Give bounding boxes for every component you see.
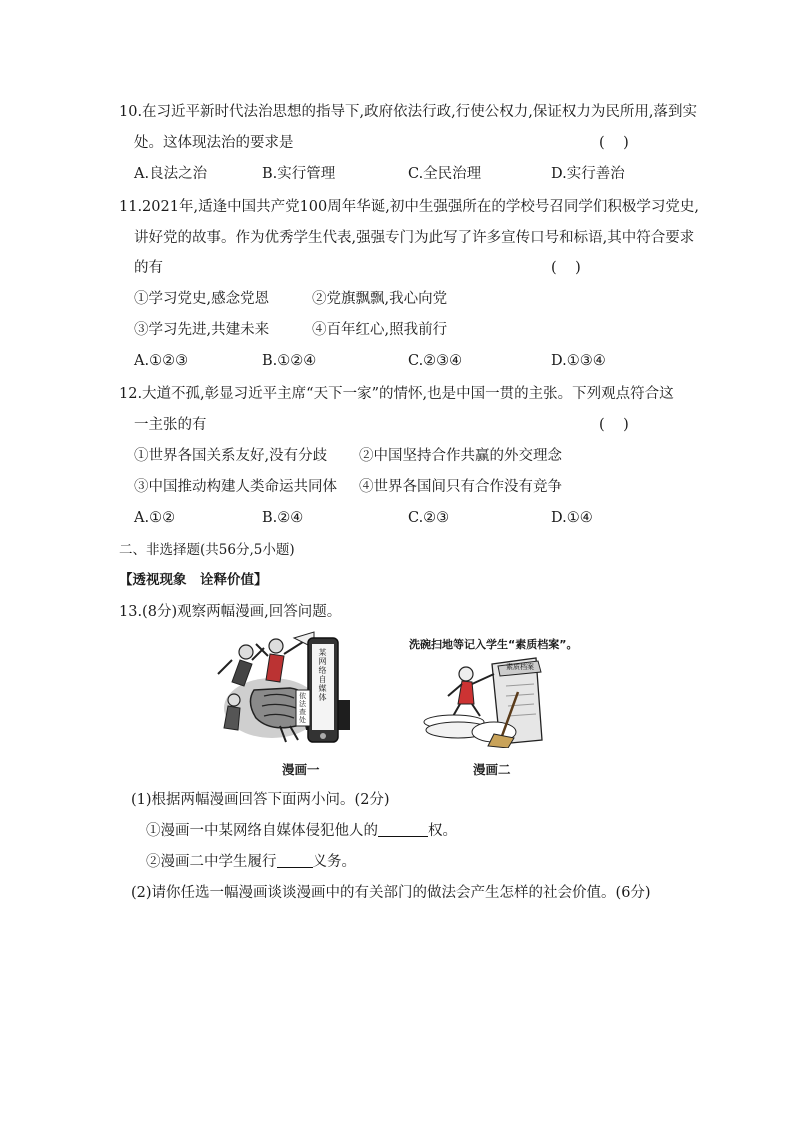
q13-sub2-answer-blank[interactable]: [277, 853, 313, 868]
comic-one-figure-head-3: [228, 694, 240, 706]
comic-one-figure-head-1: [239, 645, 253, 659]
q10-option-c: C.全民治理: [408, 166, 482, 182]
q12-statement-4: ④世界各国间只有合作没有竞争: [359, 479, 562, 495]
q13-sub2-text-before: ②漫画二中学生履行: [146, 854, 277, 870]
q11-stem-line2: 讲好党的故事。作为优秀学生代表,强强专门为此写了许多宣传口号和标语,其中符合要求: [134, 230, 695, 246]
q11-statement-3: ③学习先进,共建未来: [134, 322, 270, 338]
q12-option-d: D.①④: [551, 510, 593, 526]
q11-option-d: D.①③④: [551, 353, 606, 369]
q12-option-c: C.②③: [408, 510, 450, 526]
q13-sub1-text-before: ①漫画一中某网络自媒体侵犯他人的: [146, 823, 378, 839]
q10-stem-line1: 10.在习近平新时代法治思想的指导下,政府依法行政,行使公权力,保证权力为民所用,落到实: [119, 104, 697, 120]
q11-statement-2: ②党旗飘飘,我心向党: [312, 291, 448, 307]
q12-option-b: B.②④: [262, 510, 304, 526]
q11-statement-4: ④百年红心,照我前行: [312, 322, 448, 338]
q12-statement-2: ②中国坚持合作共赢的外交理念: [359, 448, 562, 464]
q11-stem-line3: 的有: [134, 260, 163, 276]
section-heading: 二、非选择题(共56分,5小题): [119, 542, 295, 558]
q12-stem-line1: 12.大道不孤,彰显习近平主席“天下一家”的情怀,也是中国一贯的主张。下列观点符合这: [119, 386, 674, 402]
q11-stem-line1: 11.2021年,适逢中国共产党100周年华诞,初中生强强所在的学校号召同学们积极学习党史,: [119, 199, 699, 215]
q12-stem-line2: 一主张的有: [134, 417, 207, 433]
comic-two-caption: 漫画二: [473, 762, 511, 777]
q12-option-a: A.①②: [134, 510, 176, 526]
q10-option-d: D.实行善治: [551, 166, 625, 182]
comic-one-figure-head-2: [269, 639, 283, 653]
q13-sub1: [146, 821, 457, 841]
comic-two-title: 洗碗扫地等记入学生“素质档案”。: [409, 638, 578, 651]
q12-statement-1: ①世界各国关系友好,没有分歧: [134, 448, 328, 464]
q12-answer-parentheses: ( ): [599, 417, 629, 433]
q11-option-a: A.①②③: [134, 353, 189, 369]
q13-part2: (2)请你任选一幅漫画谈谈漫画中的有关部门的做法会产生怎样的社会价值。(6分): [131, 885, 651, 901]
comic-one-caption: 漫画一: [282, 762, 320, 777]
q13-sub1-text-after: 权。: [428, 823, 457, 839]
comic-one-figure-body-2: [266, 654, 284, 682]
comic-two-file-label: 素质档案: [506, 663, 534, 671]
q10-option-b: B.实行管理: [262, 166, 336, 182]
q13-sub2: [146, 852, 356, 872]
q10-stem-line2: 处。这体现法治的要求是: [134, 135, 294, 151]
q13-stem: 13.(8分)观察两幅漫画,回答问题。: [119, 604, 342, 620]
q12-statement-3: ③中国推动构建人类命运共同体: [134, 479, 337, 495]
comic-one-phone-text: 某网络自媒体: [318, 648, 327, 702]
q11-option-c: C.②③④: [408, 353, 463, 369]
section-subheading: 【透视现象 诠释价值】: [119, 572, 268, 588]
comic-two-student-head: [459, 667, 473, 681]
comic-one-image: [210, 630, 370, 750]
q13-sub1-answer-blank[interactable]: [378, 822, 428, 837]
comic-one-badge-text: 依法查处: [299, 692, 306, 724]
q10-answer-parentheses: ( ): [599, 135, 629, 151]
comic-two-image: [418, 652, 548, 748]
q11-answer-parentheses: ( ): [551, 260, 581, 276]
q10-option-a: A.良法之治: [134, 166, 208, 182]
q13-part1: (1)根据两幅漫画回答下面两小问。(2分): [131, 792, 390, 808]
q11-statement-1: ①学习党史,感念党恩: [134, 291, 270, 307]
q13-sub2-text-after: 义务。: [312, 854, 356, 870]
q11-option-b: B.①②④: [262, 353, 317, 369]
